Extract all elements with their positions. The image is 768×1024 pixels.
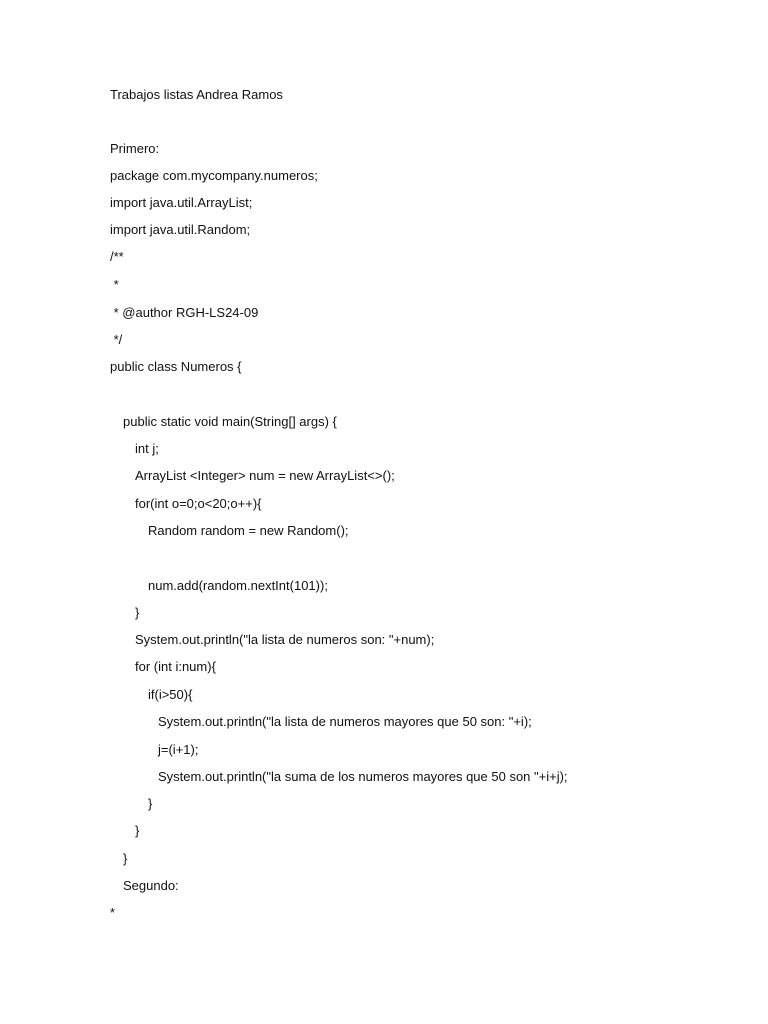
code-line: System.out.println("la lista de numeros son: "+num);: [135, 632, 435, 647]
code-line: import java.util.ArrayList;: [110, 195, 253, 210]
code-line: /**: [110, 249, 124, 264]
code-line: public class Numeros {: [110, 359, 242, 374]
code-line: System.out.println("la suma de los numeros mayores que 50 son "+i+j);: [158, 769, 568, 784]
code-line: package com.mycompany.numeros;: [110, 168, 318, 183]
code-line: *: [110, 277, 119, 292]
code-line: if(i>50){: [148, 687, 193, 702]
code-line: for (int i:num){: [135, 659, 216, 674]
code-line: ArrayList <Integer> num = new ArrayList<>();: [135, 468, 395, 483]
section-heading-primero: Primero:: [110, 141, 160, 156]
code-line: }: [135, 823, 140, 838]
code-line: int j;: [135, 441, 159, 456]
code-line: }: [135, 605, 140, 620]
code-line: public static void main(String[] args) {: [123, 414, 337, 429]
section-heading-segundo: Segundo:: [123, 878, 179, 893]
code-line: *: [110, 905, 116, 920]
document-title: Trabajos listas Andrea Ramos: [110, 87, 283, 102]
code-line: for(int o=0;o<20;o++){: [135, 496, 262, 511]
code-line: Random random = new Random();: [148, 523, 349, 538]
code-line: j=(i+1);: [158, 742, 199, 757]
code-line: import java.util.Random;: [110, 222, 251, 237]
code-line: }: [148, 796, 153, 811]
code-line: * @author RGH-LS24-09: [110, 305, 259, 320]
code-line: num.add(random.nextInt(101));: [148, 578, 328, 593]
code-line: System.out.println("la lista de numeros mayores que 50 son: "+i);: [158, 714, 532, 729]
code-line: }: [123, 851, 128, 866]
code-line: */: [110, 332, 123, 347]
